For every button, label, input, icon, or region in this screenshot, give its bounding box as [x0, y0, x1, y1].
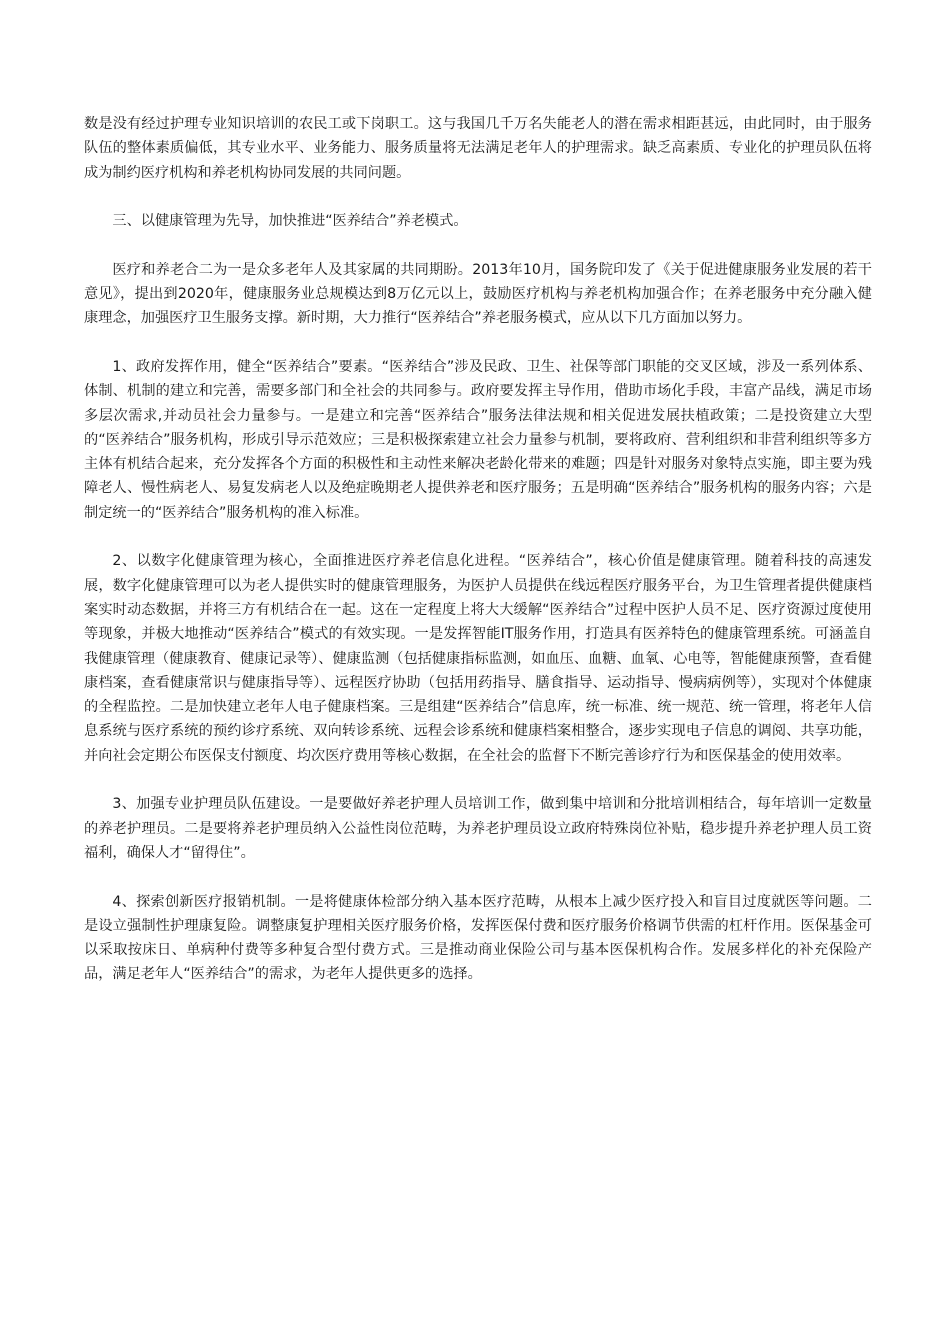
paragraph-point-1: 1、政府发挥作用，健全“医养结合”要素。“医养结合”涉及民政、卫生、社保等部门职能的交叉区域，涉及一系列体系、体制、机制的建立和完善，需要多部门和全社会的共同参与。政府要发挥主导作用，借助市场化手段，丰富产品线，满足市场多层次需求,并动员社会力量参与。一是建立和完善“医养结合”服务法律法规和相关促进发展扶植政策；二是投资建立大型的“医养结合”服务机构，形成引导示范效应；三是积极探索建立社会力量参与机制，要将政府、营利组织和非营利组织等多方主体有机结合起来，充分发挥各个方面的积极性和主动性来解决老龄化带来的难题；四是针对服务对象特点实施，即主要为残障老人、慢性病老人、易复发病老人以及绝症晚期老人提供养老和医疗服务；五是明确“医养结合”服务机构的服务内容；六是制定统一的“医养结合”服务机构的准入标准。: [84, 358, 872, 521]
paragraph-intro: 医疗和养老合二为一是众多老年人及其家属的共同期盼。2013年10月，国务院印发了《关于促进健康服务业发展的若干意见》，提出到2020年，健康服务业总规模达到8万亿元以上，鼓励医疗机构与养老机构加强合作；在养老服务中充分融入健康理念，加强医疗卫生服务支撑。新时期，大力推行“医养结合”养老服务模式，应从以下几方面加以努力。: [84, 261, 872, 327]
document-page: [84, 112, 872, 1011]
paragraph-point-3: 3、加强专业护理员队伍建设。一是要做好养老护理人员培训工作，做到集中培训和分批培训相结合，每年培训一定数量的养老护理员。二是要将养老护理员纳入公益性岗位范畴，为养老护理员设立政府特殊岗位补贴，稳步提升养老护理人员工资福利，确保人才“留得住”。: [84, 796, 872, 861]
paragraph-point-2: 2、以数字化健康管理为核心，全面推进医疗养老信息化进程。“医养结合”，核心价值是健康管理。随着科技的高速发展，数字化健康管理可以为老人提供实时的健康管理服务，为医护人员提供在线远程医疗服务平台，为卫生管理者提供健康档案实时动态数据，并将三方有机结合在一起。这在一定程度上将大大缓解“医养结合”过程中医护人员不足、医疗资源过度使用等现象，并极大地推动“医养结合”模式的有效实现。一是发挥智能IT服务作用，打造具有医养特色的健康管理系统。可涵盖自我健康管理（健康教育、健康记录等）、健康监测（包括健康指标监测，如血压、血糖、血氧、心电等，智能健康预警，查看健康档案，查看健康常识与健康指导等）、远程医疗协助（包括用药指导、膳食指导、运动指导、慢病病例等），实现对个体健康的全程监控。二是加快建立老年人电子健康档案。三是组建“医养结合”信息库，统一标准、统一规范、统一管理，将老年人信息系统与医疗系统的预约诊疗系统、双向转诊系统、远程会诊系统和健康档案相整合，逐步实现电子信息的调阅、共享功能，并向社会定期公布医保支付额度、均次医疗费用等核心数据，在全社会的监督下不断完善诊疗行为和医保基金的使用效率。: [84, 553, 872, 764]
paragraph-point-4: 4、探索创新医疗报销机制。一是将健康体检部分纳入基本医疗范畴，从根本上减少医疗投入和盲目过度就医等问题。二是设立强制性护理康复险。调整康复护理相关医疗服务价格，发挥医保付费和医疗服务价格调节供需的杠杆作用。医保基金可以采取按床日、单病种付费等多种复合型付费方式。三是推动商业保险公司与基本医保机构合作。发展多样化的补充保险产品，满足老年人“医养结合”的需求，为老年人提供更多的选择。: [84, 893, 872, 983]
section-heading: 三、以健康管理为先导，加快推进“医养结合”养老模式。: [112, 213, 468, 230]
paragraph-continuation: 数是没有经过护理专业知识培训的农民工或下岗职工。这与我国几千万名失能老人的潜在需求相距甚远，由此同时，由于服务队伍的整体素质偏低，其专业水平、业务能力、服务质量将无法满足老年人的护理需求。缺乏高素质、专业化的护理员队伍将成为制约医疗机构和养老机构协同发展的共同问题。: [84, 116, 872, 181]
